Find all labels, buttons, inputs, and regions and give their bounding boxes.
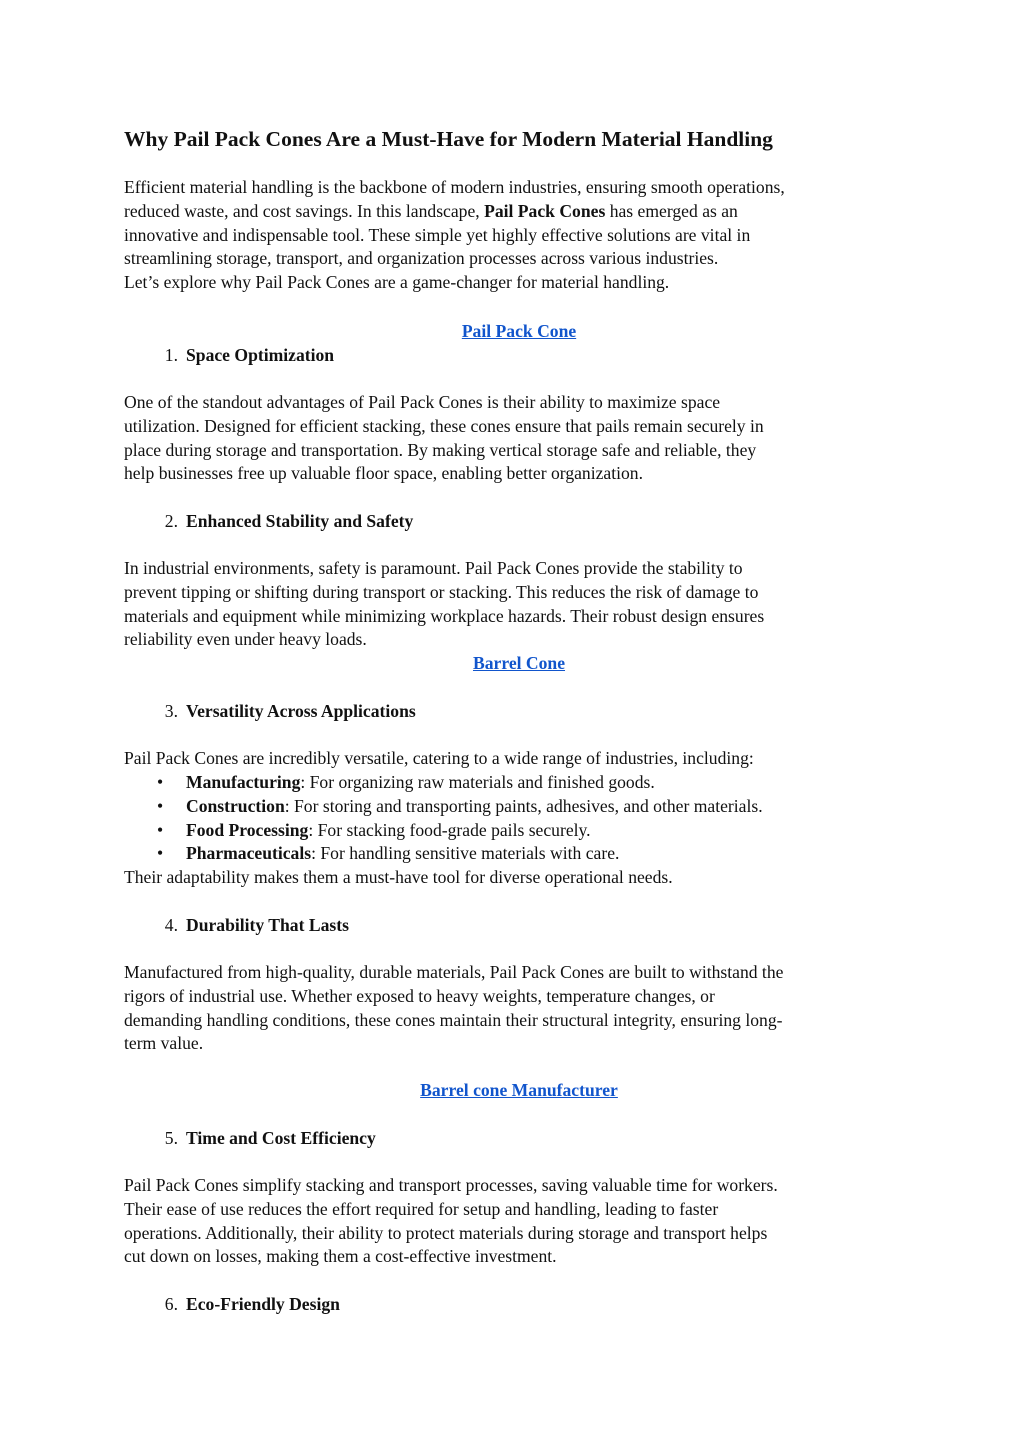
bullet-icon: • xyxy=(157,819,164,840)
section-number: 3. xyxy=(164,701,178,721)
section-title: Time and Cost Efficiency xyxy=(186,1128,376,1148)
bullet-icon: • xyxy=(157,795,164,816)
section-number: 2. xyxy=(164,511,178,531)
intro-line: streamlining storage, transport, and organization processes across various industries. xyxy=(124,248,719,269)
section-number: 6. xyxy=(164,1294,178,1314)
link-row xyxy=(124,1079,914,1103)
section-number: 4. xyxy=(164,915,178,935)
intro-emphasis: Pail Pack Cones xyxy=(484,200,606,221)
bullet-icon: • xyxy=(157,772,164,792)
intro-line: innovative and indispensable tool. These simple yet highly effective solutions are vital in xyxy=(124,224,751,245)
intro-line: reduced waste, and cost savings. In this landscape, Pail Pack Cones has emerged as an xyxy=(124,200,738,221)
section-2-paragraph: In industrial environments, safety is paramount. Pail Pack Cones provide the stability to prevent tipping or shifting during transport or stacking. This reduces the risk of damage to materials and equipment while minimizing workplace hazards. Their robust design ensures reliability even under heavy loads. xyxy=(124,558,765,650)
section-heading-2 xyxy=(124,510,413,534)
section-3-lead: Pail Pack Cones are incredibly versatile, catering to a wide range of industries, including: xyxy=(124,748,754,768)
section-heading-3 xyxy=(124,700,416,724)
list-item: • Manufacturing: For organizing raw materials and finished goods. xyxy=(124,771,763,795)
list-item: • Pharmaceuticals: For handling sensitive materials with care. xyxy=(124,842,763,866)
section-heading-5 xyxy=(124,1127,376,1151)
section-heading-1 xyxy=(124,344,334,368)
section-title: Eco-Friendly Design xyxy=(186,1294,340,1314)
section-heading-6 xyxy=(124,1293,340,1317)
intro-line: Efficient material handling is the backbone of modern industries, ensuring smooth operations, xyxy=(124,177,785,197)
document-title: Why Pail Pack Cones Are a Must-Have for Modern Material Handling xyxy=(124,127,773,151)
section-title: Enhanced Stability and Safety xyxy=(186,511,414,531)
section-title: Space Optimization xyxy=(186,345,335,365)
intro-paragraph xyxy=(124,176,914,295)
section-title: Durability That Lasts xyxy=(186,915,349,935)
section-number: 5. xyxy=(164,1128,178,1148)
section-number: 1. xyxy=(164,345,178,365)
section-1-paragraph: One of the standout advantages of Pail Pack Cones is their ability to maximize space utilization. Designed for efficient stacking, these cones ensure that pails remain securely in place during storage and transportation. By making vertical storage safe and reliable, they help businesses free up valuable floor space, enabling better organization. xyxy=(124,392,764,484)
list-item: • Food Processing: For stacking food-grade pails securely. xyxy=(124,819,763,843)
link-row xyxy=(124,652,914,676)
pail-pack-cone-link[interactable]: Pail Pack Cone xyxy=(461,321,577,341)
bullet-icon: • xyxy=(157,843,164,864)
section-heading-4 xyxy=(124,914,349,938)
section-title: Versatility Across Applications xyxy=(186,701,416,721)
barrel-cone-link[interactable]: Barrel Cone xyxy=(472,653,566,673)
section-3-tail: Their adaptability makes them a must-have tool for diverse operational needs. xyxy=(124,867,673,887)
section-5-paragraph: Pail Pack Cones simplify stacking and transport processes, saving valuable time for workers. Their ease of use reduces the effort required for setup and handling, leading to faster operations. Additionally, their ability to protect materials during storage and transport helps cut down on losses, making them a cost-effective investment. xyxy=(124,1175,778,1267)
intro-line: Let’s explore why Pail Pack Cones are a game-changer for material handling. xyxy=(124,272,670,293)
list-item: • Construction: For storing and transporting paints, adhesives, and other materials. xyxy=(124,795,763,819)
industries-list xyxy=(124,771,763,866)
section-4-paragraph: Manufactured from high-quality, durable materials, Pail Pack Cones are built to withstand the rigors of industrial use. Whether exposed to heavy weights, temperature changes, or demanding handling conditions, these cones maintain their structural integrity, ensuring long- term value. xyxy=(124,962,784,1054)
link-row xyxy=(124,320,914,344)
barrel-cone-manufacturer-link[interactable]: Barrel cone Manufacturer xyxy=(420,1080,618,1100)
